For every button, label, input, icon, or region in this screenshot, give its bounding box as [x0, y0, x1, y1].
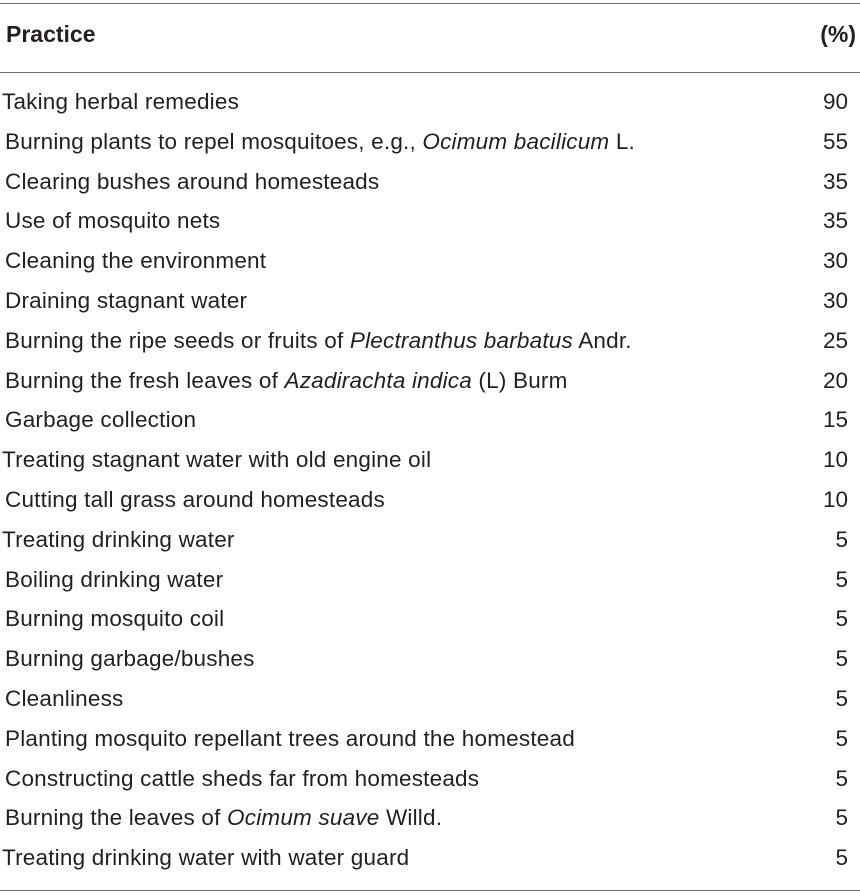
row-practice: Burning the ripe seeds or fruits of Plectranthus barbatus Andr. [5, 327, 632, 353]
row-practice: Treating stagnant water with old engine oil [2, 447, 432, 473]
row-practice: Taking herbal remedies [2, 89, 240, 114]
table-body [0, 82, 860, 878]
table-row [0, 361, 860, 401]
row-percent: 5 [835, 845, 848, 871]
header-percent: (%) [820, 21, 856, 47]
row-percent: 15 [822, 407, 848, 433]
row-percent: 5 [835, 646, 848, 672]
table-row [0, 639, 860, 679]
row-percent: 5 [835, 725, 848, 751]
row-practice: Use of mosquito nets [5, 208, 221, 234]
table-row [0, 122, 860, 162]
row-practice: Cutting tall grass around homesteads [5, 486, 385, 512]
header-practice: Practice [6, 21, 96, 47]
row-practice: Constructing cattle sheds far from homesteads [5, 765, 480, 791]
row-practice: Clearing bushes around homesteads [5, 168, 380, 194]
table-row [0, 719, 860, 759]
table-row [0, 798, 860, 838]
row-practice: Draining stagnant water [5, 287, 248, 313]
table-row [0, 281, 860, 321]
row-percent: 10 [822, 486, 848, 512]
row-percent: 10 [822, 447, 848, 473]
row-percent: 30 [822, 248, 848, 274]
row-percent: 90 [822, 89, 848, 114]
row-percent: 5 [835, 526, 848, 552]
row-practice: Cleaning the environment [5, 248, 267, 274]
table-row [0, 759, 860, 799]
row-percent: 30 [822, 287, 848, 313]
row-percent: 5 [835, 805, 848, 831]
row-percent: 5 [835, 685, 848, 711]
table-row [0, 480, 860, 520]
row-practice: Treating drinking water with water guard [2, 845, 410, 871]
row-percent: 20 [822, 367, 848, 393]
table-row [0, 400, 860, 440]
table-row [0, 599, 860, 639]
table-row [0, 440, 860, 480]
row-practice: Burning the fresh leaves of Azadirachta indica (L) Burm [5, 367, 568, 393]
table-header [0, 3, 860, 72]
row-percent: 35 [822, 168, 848, 194]
table-row [0, 560, 860, 600]
table-header-rule [0, 72, 860, 73]
table-row [0, 520, 860, 560]
row-practice: Burning the leaves of Ocimum suave Willd. [5, 805, 443, 831]
row-percent: 5 [835, 765, 848, 791]
table-bottom-rule [0, 890, 860, 891]
row-percent: 25 [822, 327, 848, 353]
row-practice: Planting mosquito repellant trees around the homestead [5, 725, 575, 751]
table-row [0, 838, 860, 878]
row-percent: 5 [835, 606, 848, 632]
row-percent: 5 [835, 566, 848, 592]
row-percent: 55 [822, 128, 848, 154]
table-row [0, 321, 860, 361]
table-row [0, 241, 860, 281]
row-practice: Burning garbage/bushes [5, 646, 255, 672]
row-practice: Treating drinking water [2, 526, 235, 552]
row-practice: Garbage collection [5, 407, 197, 433]
row-practice: Burning mosquito coil [5, 606, 225, 632]
row-percent: 35 [822, 208, 848, 234]
row-practice: Burning plants to repel mosquitoes, e.g., Ocimum bacilicum L. [5, 128, 635, 154]
table-row [0, 201, 860, 241]
table-row [0, 162, 860, 202]
row-practice: Boiling drinking water [5, 566, 224, 592]
table-row [0, 82, 860, 122]
table-row [0, 679, 860, 719]
row-practice: Cleanliness [5, 685, 124, 711]
